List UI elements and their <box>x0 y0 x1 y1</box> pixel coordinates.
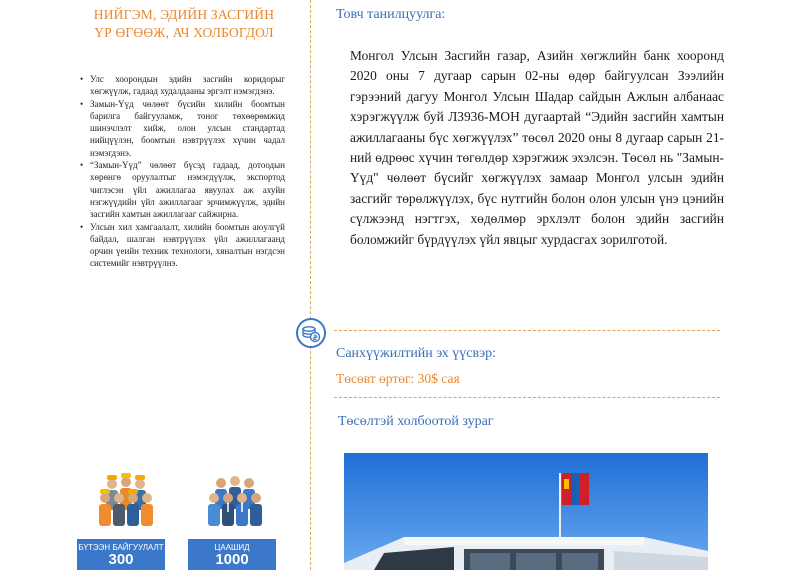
impact-title-line2: ҮР ӨГӨӨЖ, АЧ ХОЛБОГДОЛ <box>94 25 274 40</box>
column-divider <box>310 0 311 570</box>
workers-icon <box>96 470 156 528</box>
list-item: • Замын-Үүд чөлөөт бүсийн хилийн боомтын барилга байгууламж, тоног төхөөрөмжид шинэчлэлт хийж, олон улсын стандартад нийцүүлэн, боомтын нэвтрүүлэх хүчин чадал нэмэгдэнэ. <box>80 98 285 159</box>
cost-text: Төсөвт өртөг: 30$ сая <box>336 371 460 386</box>
stat-value: 1000 <box>215 551 249 568</box>
intro-heading: Товч танилцуулга: <box>336 7 446 22</box>
list-item: • Улсын хил хамгаалалт, хилийн боомтын аюулгүй байдал, шалган нэвтрүүлэх үйл ажиллагаанд орчин үеийн техник технологи, хяналтын нэгдсэн системийг нэвтрүүлнэ. <box>80 221 285 270</box>
section-divider <box>334 330 720 331</box>
coins-icon <box>296 318 326 348</box>
stat-future <box>188 539 276 570</box>
photo-heading: Төсөлтэй холбоотой зураг <box>338 414 494 429</box>
stat-label: БҮТЭЭН БАЙГУУЛАЛТ <box>78 543 164 552</box>
business-people-icon <box>205 470 265 528</box>
project-photo <box>344 453 708 570</box>
stat-label: ЦААШИД <box>214 543 250 552</box>
list-item: • “Замын-Үүд” чөлөөт бүсэд гадаад, дотоодын хөрөнгө оруулалтыг нэмэгдүүлж, экспортод чиглэсэн үйл ажиллагаа явуулах аж ахуйн нэгжүүдийн үйл ажиллагааг эрчимжүүлж, эдийн засгийн хамтын ажиллагааг сайжирна. <box>80 159 285 220</box>
section-divider <box>334 397 720 398</box>
impact-title <box>78 6 290 42</box>
impact-title-line1: НИЙГЭМ, ЭДИЙН ЗАСГИЙН <box>93 7 275 22</box>
list-item: • Улс хоорондын эдийн засгийн коридорыг хөгжүүлж, гадаад худалдааны эргэлт нэмэгдэнэ. <box>80 73 285 98</box>
intro-paragraph: Монгол Улсын Засгийн газар, Азийн хөгжлийн банк хооронд 2020 оны 7 дугаар сарын 02-ны өдөр байгуулсан Зээлийн гэрээний дагуу Монгол Улсын Шадар сайдын Ажлын албанаас хэрэгжүүлж буй Л3936-МОН дугаартай “Эдийн засгийн хамтын ажиллагааны бүс хөгжүүлэх” төсөл 2020 оны 8 дугаар сарын 21-ний өдрөөс хүчин төгөлдөр хэрэгжиж эхэлсэн. Төсөл нь "Замын-Үүд" чөлөөт бүсийг хөгжүүлэх замаар Монгол улсын эдийн засгийг төрөлжүүлэх, бүс нутгийн болон олон улсын үнэ цэнийн сүлжээнд нэгтгэх, хөдөлмөр эрхлэлт болон эдийн засгийн боломжийг бүрдүүлэх үйл явцыг хурдасгах зорилготой. <box>350 48 724 247</box>
funding-heading: Санхүүжилтийн эх үүсвэр: <box>336 346 496 361</box>
stat-construction <box>77 539 165 570</box>
stat-value: 300 <box>108 551 134 568</box>
impact-bullet-list <box>80 73 285 270</box>
